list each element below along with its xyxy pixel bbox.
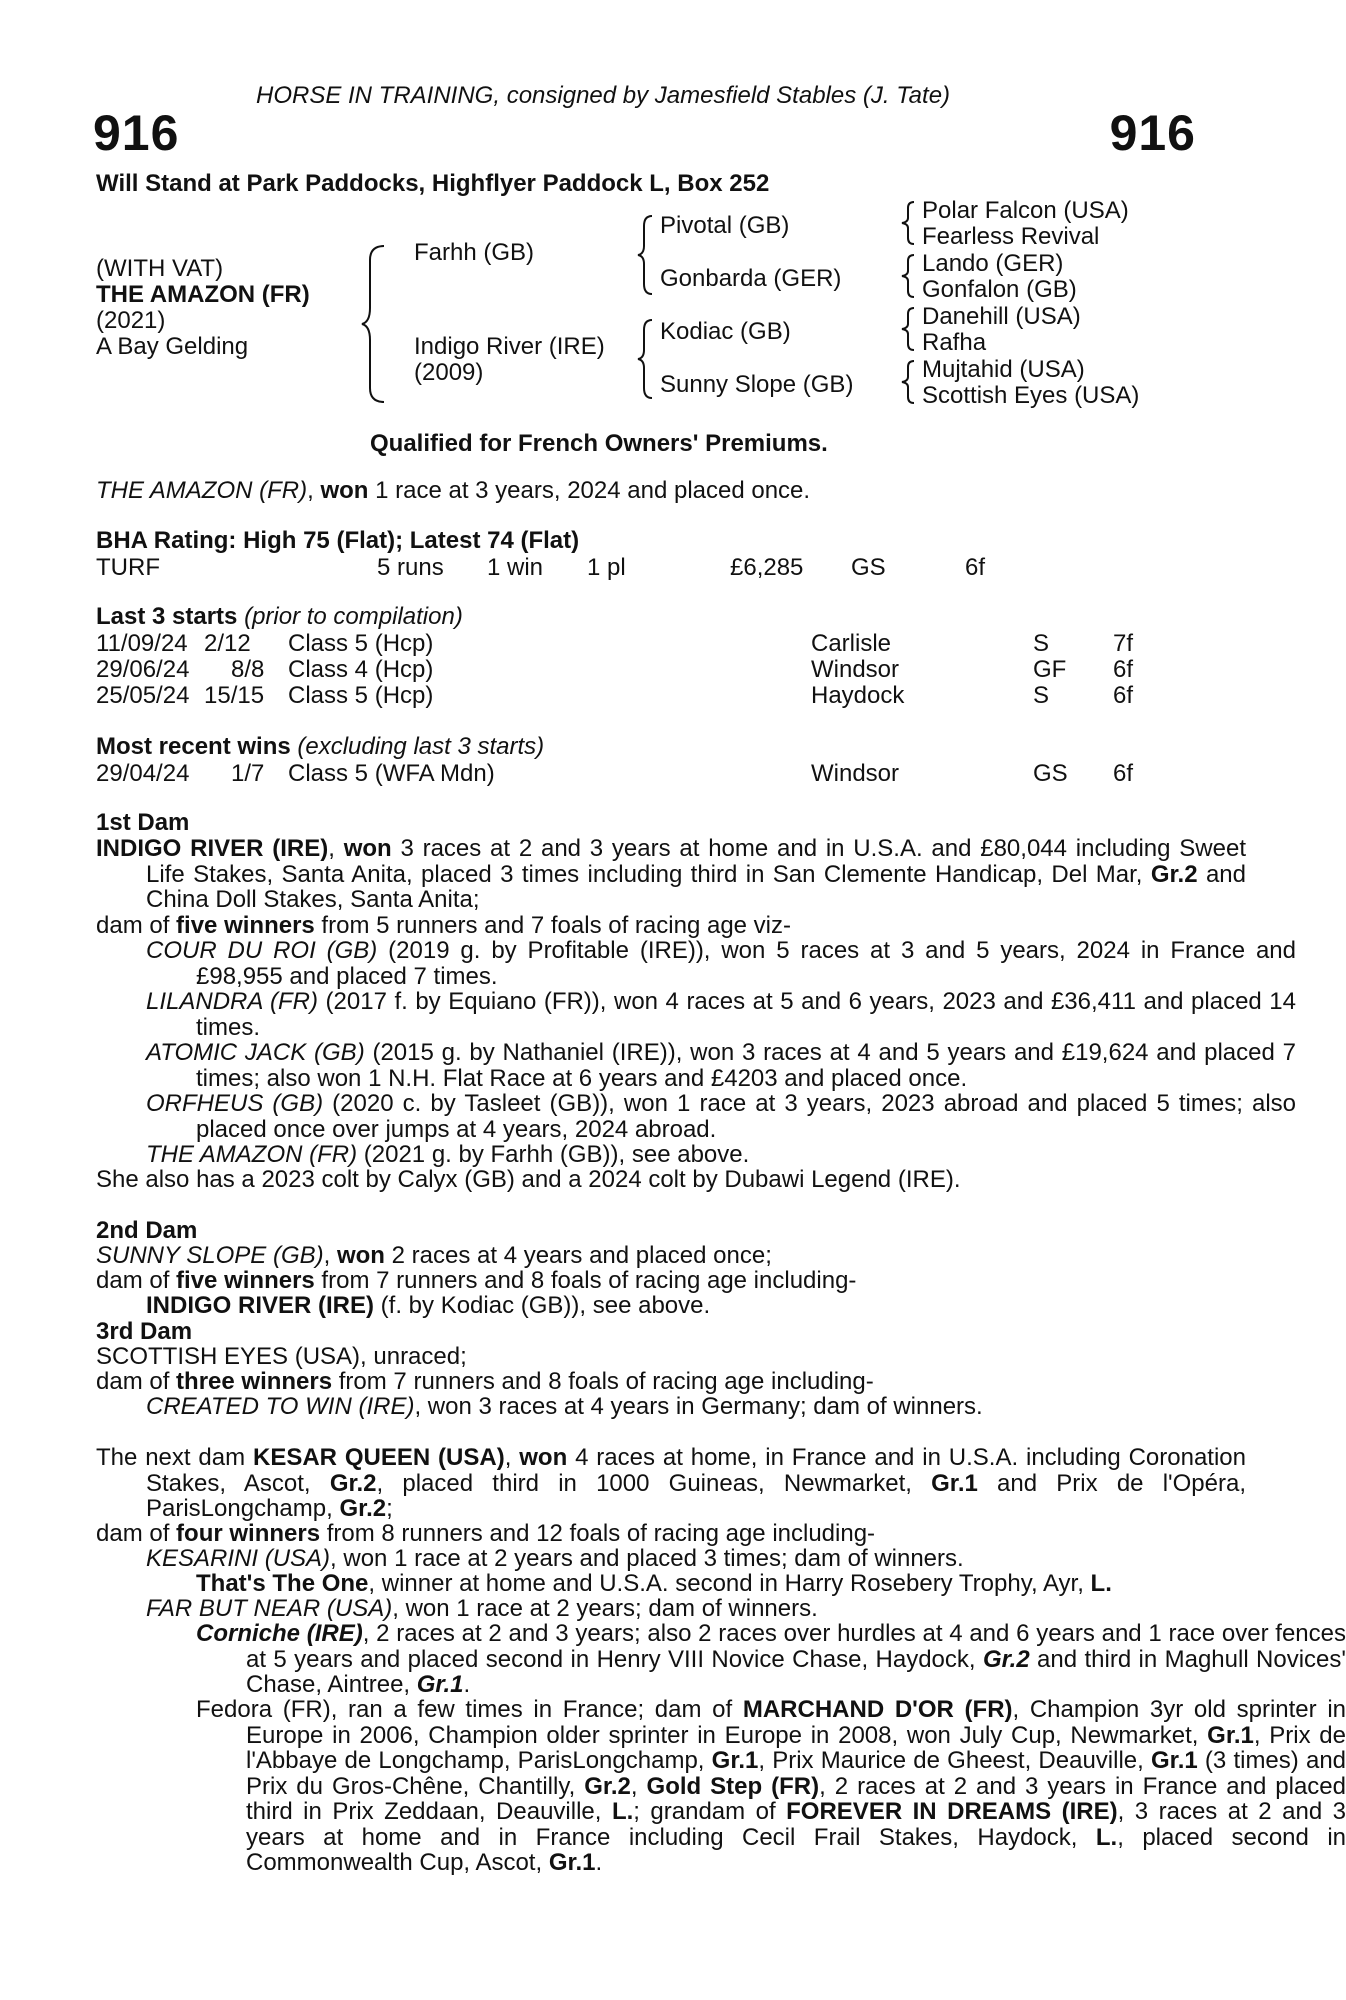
progeny-entry — [96, 1596, 1296, 1622]
first-dam-record: INDIGO RIVER (IRE), won 3 races at 2 and 3 years at home and in U.S.A. and £80,044 including Sweet Life Stakes, Santa Anita, placed 3 times including third in San Clemente Handicap, Del Mar, Gr.2 and China Doll Stakes, Santa Anita; — [96, 835, 1246, 913]
rating-placed: 1 pl — [587, 554, 626, 581]
race-distance: 6f — [1113, 760, 1134, 787]
progeny-text: , 2 races at 2 and 3 years; also 2 races over hurdles at 4 and 6 years and 1 race over fences at 5 years and placed second in Henry VIII Novice Chase, Haydock, — [246, 1620, 1346, 1673]
grade-label: Gr.1 — [711, 1747, 759, 1774]
progeny-text: , 3 races at 2 and 3 years at home and in France including Cecil Frail Stakes, Haydock, — [246, 1798, 1346, 1851]
pedigree-grandparent: Sunny Slope (GB) — [660, 371, 854, 398]
grade-label: Gr.2 — [329, 1469, 377, 1497]
race-row — [96, 656, 1196, 681]
progeny-entry — [96, 1293, 1296, 1319]
record-text: 3 races at 2 and 3 years at home and in U.S.A. and £80,044 including Sweet Life Stakes, Santa Anita, placed 3 times including third in San Clemente Handicap, Del Mar, — [146, 835, 1246, 888]
race-row — [96, 682, 1196, 707]
race-going: S — [1033, 682, 1050, 709]
progeny-text: , winner at home and U.S.A. second in Harry Rosebery Trophy, Ayr, — [368, 1570, 1091, 1597]
progeny-entry — [96, 1394, 1296, 1420]
recent-wins-title: Most recent wins — [96, 733, 291, 760]
progeny-name: That's The One — [196, 1570, 369, 1597]
record-intro: The next dam — [96, 1444, 253, 1471]
winners-count: four winners — [176, 1520, 321, 1547]
third-dam-heading: 3rd Dam — [96, 1318, 193, 1345]
summary-horse-name: THE AMAZON (FR) — [96, 477, 308, 504]
progeny-text: (2017 f. by Equiano (FR)), won 4 races at 5 and 6 years, 2023 and £36,411 and placed 14 times. — [196, 988, 1296, 1041]
second-dam-heading: 2nd Dam — [96, 1217, 198, 1244]
pedigree-brace-g1 — [900, 200, 918, 246]
pedigree-great-grandparent: Scottish Eyes (USA) — [922, 382, 1140, 409]
pedigree-grandparent: Gonbarda (GER) — [660, 265, 842, 292]
pedigree-great-grandparent: Rafha — [922, 329, 987, 356]
stand-location: Will Stand at Park Paddocks, Highflyer Paddock L, Box 252 — [96, 170, 770, 197]
won-label: won — [519, 1444, 568, 1471]
qualification-note: Qualified for French Owners' Premiums. — [370, 430, 828, 457]
first-dam-heading: 1st Dam — [96, 809, 190, 836]
race-position: 1/7 — [231, 760, 265, 787]
progeny-name: LILANDRA (FR) — [146, 988, 318, 1015]
foals-text: from 5 runners and 7 foals of racing age viz- — [314, 912, 792, 939]
pedigree-brace-g2 — [900, 253, 918, 299]
progeny-name: INDIGO RIVER (IRE) — [146, 1292, 375, 1319]
race-row — [96, 760, 1196, 785]
dam-of-label: dam of — [96, 1520, 177, 1547]
pedigree-brace-main — [360, 244, 390, 404]
race-class: Class 4 (Hcp) — [288, 656, 434, 683]
pedigree-great-grandparent: Polar Falcon (USA) — [922, 197, 1129, 224]
race-class: Class 5 (WFA Mdn) — [288, 760, 495, 787]
horse-year: (2021) — [96, 307, 166, 334]
first-dam-produce — [96, 913, 1196, 939]
grade-label: Gr.1 — [416, 1671, 464, 1698]
progeny-name: COUR DU ROI (GB) — [146, 937, 378, 964]
lot-number-right: 916 — [1109, 105, 1196, 161]
won-label: won — [343, 835, 392, 862]
pedigree-great-grandparent: Fearless Revival — [922, 223, 1100, 250]
progeny-text: , — [630, 1772, 647, 1800]
race-position: 2/12 — [204, 630, 251, 657]
pedigree-great-grandparent: Danehill (USA) — [922, 303, 1081, 330]
race-class: Class 5 (Hcp) — [288, 630, 434, 657]
pedigree-dam-year: (2009) — [414, 359, 484, 386]
progeny-text: . — [463, 1671, 471, 1698]
pedigree-sire: Farhh (GB) — [414, 239, 535, 266]
pedigree-brace-sire — [636, 214, 656, 296]
pedigree-brace-g3 — [900, 306, 918, 352]
grade-label: L. — [1095, 1823, 1118, 1851]
grade-label: Gr.1 — [1207, 1721, 1254, 1749]
horse-name: THE AMAZON (FR) — [96, 281, 310, 308]
race-course: Haydock — [811, 682, 905, 709]
progeny-text: , Champion 3yr old sprinter in Europe in 2006, Champion older sprinter in Europe in 2008, won July Cup, Newmarket, — [246, 1696, 1346, 1749]
last-starts-heading — [96, 604, 463, 630]
dam-of-label: dam of — [96, 1368, 177, 1395]
progeny-text: (2021 g. by Farhh (GB)), see above. — [357, 1141, 750, 1168]
grade-label: Gr.1 — [1151, 1747, 1198, 1774]
grade-label: L. — [1090, 1570, 1112, 1597]
progeny-text: , 2 races at 2 and 3 years in France and placed third in Prix Zeddaan, Deauville, — [246, 1772, 1346, 1825]
winners-count: five winners — [176, 1267, 315, 1294]
pedigree-dam: Indigo River (IRE) — [414, 333, 605, 360]
recent-wins-heading — [96, 734, 544, 760]
progeny-name: CREATED TO WIN (IRE) — [146, 1393, 415, 1420]
progeny-text: , won 1 race at 2 years; dam of winners. — [392, 1595, 818, 1622]
race-date: 11/09/24 — [96, 630, 188, 657]
grade-label: Gr.2 — [584, 1772, 631, 1800]
race-going: GF — [1033, 656, 1067, 683]
race-date: 29/04/24 — [96, 760, 190, 787]
race-position: 15/15 — [204, 682, 265, 709]
progeny-entry — [96, 989, 1296, 1040]
progeny-text: , Prix de l'Abbaye de Longchamp, ParisLongchamp, — [246, 1721, 1346, 1774]
progeny-name: FOREVER IN DREAMS (IRE) — [786, 1798, 1118, 1825]
foals-text: from 8 runners and 12 foals of racing age including- — [320, 1520, 876, 1547]
winners-count: five winners — [176, 912, 315, 939]
race-position: 8/8 — [231, 656, 265, 683]
progeny-name: THE AMAZON (FR) — [146, 1141, 358, 1168]
won-label: won — [336, 1242, 385, 1269]
progeny-text: (2020 c. by Tasleet (GB)), won 1 race at 3 years, 2023 abroad and placed 5 times; also placed once over jumps at 4 years, 2024 abroad. — [196, 1090, 1297, 1143]
rating-going: GS — [851, 554, 886, 581]
grade-label: Gr.2 — [1150, 860, 1198, 888]
last-starts-title: Last 3 starts — [96, 603, 238, 630]
race-going: GS — [1033, 760, 1068, 787]
record-text: 4 races at home, in France and in U.S.A. including Coronation Stakes, Ascot, — [146, 1444, 1246, 1497]
progeny-entry — [96, 1040, 1296, 1091]
pedigree-great-grandparent: Lando (GER) — [922, 250, 1064, 277]
pedigree-brace-g4 — [900, 359, 918, 405]
progeny-name: MARCHAND D'OR (FR) — [742, 1696, 1013, 1723]
progeny-name: Gold Step (FR) — [646, 1772, 820, 1800]
progeny-name: KESARINI (USA) — [146, 1545, 331, 1572]
rating-wins: 1 win — [487, 554, 544, 581]
summary-won: won — [320, 477, 369, 504]
summary-text: 1 race at 3 years, 2024 and placed once. — [368, 477, 811, 504]
progeny-entry — [96, 938, 1296, 989]
race-course: Windsor — [811, 760, 900, 787]
third-dam-record: SCOTTISH EYES (USA), unraced; — [96, 1343, 467, 1370]
first-dam-also: She also has a 2023 colt by Calyx (GB) and a 2024 colt by Dubawi Legend (IRE). — [96, 1166, 961, 1193]
last-starts-note: (prior to compilation) — [237, 603, 463, 630]
progeny-name: FAR BUT NEAR (USA) — [146, 1595, 393, 1622]
progeny-entry — [96, 1621, 1346, 1698]
catalogue-page — [93, 0, 1346, 2000]
race-summary — [96, 478, 1196, 504]
progeny-entry — [96, 1091, 1296, 1142]
progeny-text: (f. by Kodiac (GB)), see above. — [374, 1292, 711, 1319]
pedigree-grandparent: Pivotal (GB) — [660, 212, 790, 239]
progeny-text: , Prix Maurice de Gheest, Deauville, — [758, 1747, 1152, 1774]
progeny-text: , won 3 races at 4 years in Germany; dam of winners. — [414, 1393, 983, 1420]
rating-earnings: £6,285 — [730, 554, 804, 581]
bha-rating-heading: BHA Rating: High 75 (Flat); Latest 74 (Flat) — [96, 527, 580, 554]
progeny-text: and third in Maghull Novices' Chase, Aintree, — [246, 1645, 1346, 1698]
dam-name: INDIGO RIVER (IRE) — [96, 835, 329, 862]
recent-wins-note: (excluding last 3 starts) — [290, 733, 545, 760]
race-course: Carlisle — [811, 630, 892, 657]
dam-name: SUNNY SLOPE (GB) — [96, 1242, 324, 1269]
grade-label: Gr.2 — [339, 1495, 387, 1522]
consignment-line: HORSE IN TRAINING, consigned by Jamesfield Stables (J. Tate) — [256, 82, 951, 109]
record-text: , placed third in 1000 Guineas, Newmarket, — [376, 1469, 932, 1497]
lot-number-left: 916 — [93, 105, 180, 161]
race-date: 25/05/24 — [96, 682, 190, 709]
winners-count: three winners — [176, 1368, 333, 1395]
grade-label: Gr.1 — [548, 1849, 596, 1876]
horse-description: A Bay Gelding — [96, 333, 249, 360]
third-dam-produce — [96, 1369, 1196, 1395]
progeny-text: (3 times) and Prix du Gros-Chêne, Chantilly, — [246, 1747, 1346, 1800]
vat-note: (WITH VAT) — [96, 255, 224, 282]
progeny-entry — [96, 1571, 1346, 1597]
rating-surface: TURF — [96, 554, 160, 581]
progeny-name: ATOMIC JACK (GB) — [146, 1039, 365, 1066]
progeny-text: , placed second in Commonwealth Cup, Ascot, — [246, 1823, 1346, 1876]
foals-text: from 7 runners and 8 foals of racing age including- — [332, 1368, 874, 1395]
rating-runs: 5 runs — [377, 554, 444, 581]
progeny-name: Corniche (IRE) — [196, 1620, 363, 1647]
race-going: S — [1033, 630, 1050, 657]
progeny-text: ; grandam of — [633, 1798, 787, 1825]
record-text: ; — [386, 1495, 393, 1522]
pedigree-great-grandparent: Gonfalon (GB) — [922, 276, 1077, 303]
second-dam-record: SUNNY SLOPE (GB), won 2 races at 4 years and placed once; — [96, 1242, 772, 1269]
race-distance: 6f — [1113, 656, 1134, 683]
progeny-entry — [96, 1142, 1296, 1168]
progeny-text: (2019 g. by Profitable (IRE)), won 5 races at 3 and 5 years, 2024 in France and £98,955 and placed 7 times. — [196, 937, 1296, 990]
summary-separator: , — [307, 477, 321, 504]
grade-label: Gr.1 — [931, 1469, 978, 1497]
pedigree-grandparent: Kodiac (GB) — [660, 318, 791, 345]
dam-of-label: dam of — [96, 1267, 177, 1294]
second-dam-produce — [96, 1268, 1196, 1294]
record-text: and China Doll Stakes, Santa Anita; — [146, 860, 1246, 913]
race-course: Windsor — [811, 656, 900, 683]
progeny-name: ORFHEUS (GB) — [146, 1090, 324, 1117]
race-class: Class 5 (Hcp) — [288, 682, 434, 709]
pedigree-great-grandparent: Mujtahid (USA) — [922, 356, 1085, 383]
fourth-dam-produce — [96, 1521, 1196, 1547]
progeny-text: , won 1 race at 2 years and placed 3 times; dam of winners. — [330, 1545, 964, 1572]
dam-name: KESAR QUEEN (USA) — [252, 1444, 505, 1471]
grade-label: Gr.2 — [982, 1645, 1030, 1673]
race-distance: 7f — [1113, 630, 1134, 657]
progeny-text: (2015 g. by Nathaniel (IRE)), won 3 races at 4 and 5 years and £19,624 and placed 7 times; also won 1 N.H. Flat Race at 6 years and £4203 and placed once. — [196, 1039, 1296, 1092]
progeny-text: Fedora (FR), ran a few times in France; dam of — [196, 1696, 743, 1723]
progeny-entry — [96, 1697, 1346, 1876]
race-row — [96, 630, 1196, 655]
progeny-text: . — [595, 1849, 603, 1876]
race-distance: 6f — [1113, 682, 1134, 709]
grade-label: L. — [611, 1798, 634, 1825]
fourth-dam-record: The next dam KESAR QUEEN (USA), won 4 races at home, in France and in U.S.A. including Coronation Stakes, Ascot, Gr.2, placed third in 1000 Guineas, Newmarket, Gr.1 and Prix de l'Opéra, ParisLongchamp, Gr.2; — [96, 1444, 1246, 1522]
rating-row — [96, 554, 1196, 579]
pedigree-brace-dam — [636, 318, 656, 400]
dam-of-label: dam of — [96, 912, 177, 939]
progeny-entry — [96, 1546, 1296, 1572]
foals-text: from 7 runners and 8 foals of racing age including- — [314, 1267, 857, 1294]
record-text: 2 races at 4 years and placed once; — [384, 1242, 772, 1269]
rating-distance: 6f — [965, 554, 986, 581]
record-text: and Prix de l'Opéra, ParisLongchamp, — [146, 1469, 1246, 1522]
race-date: 29/06/24 — [96, 656, 190, 683]
